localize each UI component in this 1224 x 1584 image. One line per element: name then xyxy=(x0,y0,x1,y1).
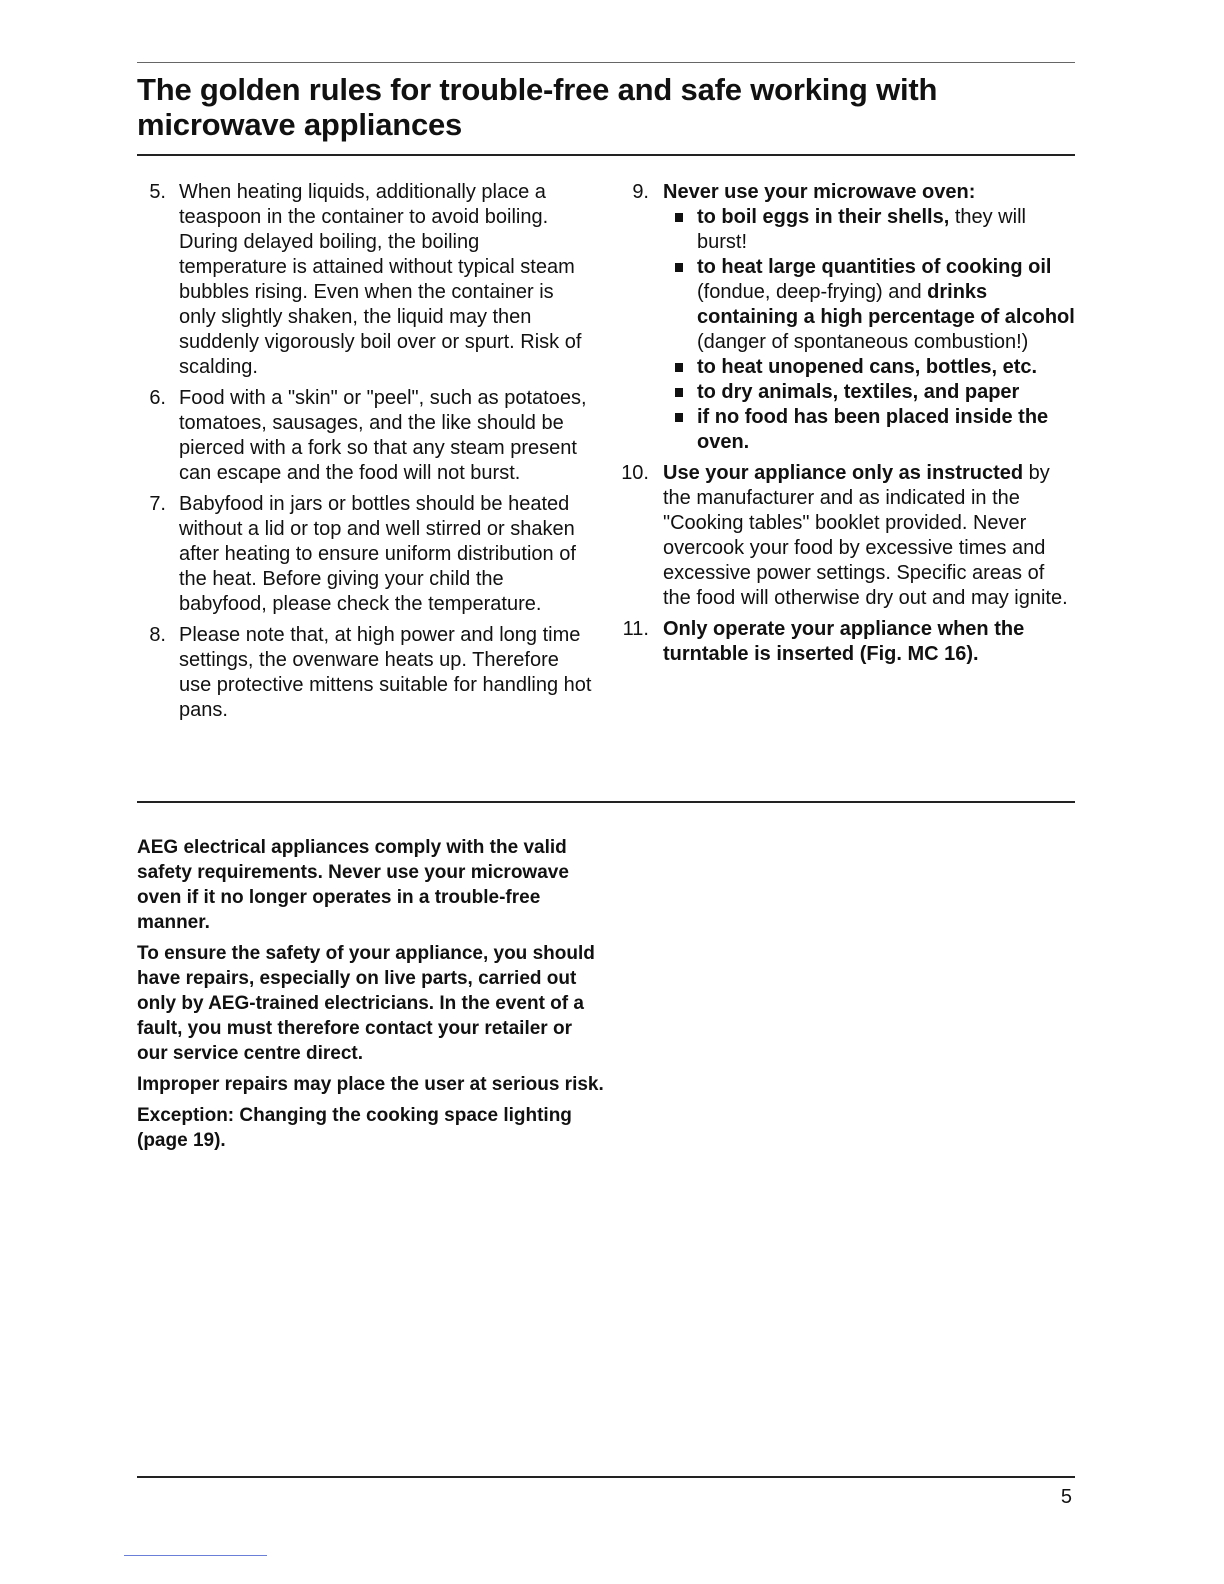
title-divider xyxy=(137,154,1075,156)
square-bullet-icon xyxy=(675,388,683,397)
list-item: if no food has been placed inside the oven. xyxy=(663,405,1075,455)
item-number: 8. xyxy=(149,624,166,646)
list-item: to boil eggs in their shells, they will burst! xyxy=(663,205,1075,255)
footer-rule xyxy=(137,1476,1075,1478)
item-number: 5. xyxy=(149,181,166,203)
item-number: 11. xyxy=(622,618,649,640)
item-text: Only operate your appliance when the turntable is inserted (Fig. MC 16). xyxy=(663,618,1025,665)
page-number: 5 xyxy=(1060,1486,1072,1508)
item-text: Please note that, at high power and long time settings, the ovenware heats up. Therefore use protective mittens suitable for handling hot pans. xyxy=(179,624,592,721)
top-rule xyxy=(137,62,1075,63)
rule-item-5 xyxy=(142,180,592,380)
square-bullet-icon xyxy=(675,263,683,272)
rule-item-6 xyxy=(142,386,592,486)
item-number: 9. xyxy=(632,181,649,203)
list-item: to heat unopened cans, bottles, etc. xyxy=(663,355,1075,380)
safety-notice xyxy=(137,835,607,1159)
rule-item-9 xyxy=(625,180,1075,455)
rule-item-11 xyxy=(622,617,1075,667)
item-text: by the manufacturer and as indicated in the "Cooking tables" booklet provided. Never overcook your food by excessive times and excessive power settings. Specific areas of the food will otherwise dry out and may ignite. xyxy=(663,462,1068,609)
right-column xyxy=(621,180,1075,673)
square-bullet-icon xyxy=(675,413,683,422)
left-column xyxy=(142,180,592,729)
item-number: 6. xyxy=(149,387,166,409)
list-item: to dry animals, textiles, and paper xyxy=(663,380,1075,405)
notice-paragraph: AEG electrical appliances comply with the valid safety requirements. Never use your microwave oven if it no longer operates in a trouble-free manner. xyxy=(137,837,569,933)
notice-paragraph: To ensure the safety of your appliance, you should have repairs, especially on live parts, carried out only by AEG-trained electricians. In the event of a fault, you must therefore contact your retailer or our service centre direct. xyxy=(137,943,595,1064)
scan-edge-line xyxy=(124,1555,267,1556)
notice-paragraph: Improper repairs may place the user at serious risk. xyxy=(137,1074,604,1095)
item-text: Food with a "skin" or "peel", such as potatoes, tomatoes, sausages, and the like should be pierced with a fork so that any steam present can escape and the food will not burst. xyxy=(179,387,587,484)
section-divider xyxy=(137,801,1075,803)
warning-list xyxy=(663,205,1075,455)
square-bullet-icon xyxy=(675,213,683,222)
rule-item-8 xyxy=(142,623,592,723)
page-title: The golden rules for trouble-free and safe working with microwave appliances xyxy=(137,72,938,142)
item-text: Babyfood in jars or bottles should be heated without a lid or top and well stirred or shaken after heating to ensure uniform distribution of the heat. Before giving your child the babyfood, please check the temperature. xyxy=(179,493,576,615)
item-number: 7. xyxy=(149,493,166,515)
item-text: When heating liquids, additionally place a teaspoon in the container to avoid boiling. During delayed boiling, the boiling temperature is attained without typical steam bubbles rising. Even when the container is only slightly shaken, the liquid may then suddenly vigorously boil over or spurt. Risk of scalding. xyxy=(179,181,582,378)
square-bullet-icon xyxy=(675,363,683,372)
item-number: 10. xyxy=(621,462,649,484)
item-heading: Never use your microwave oven: xyxy=(663,181,976,203)
item-lead: Use your appliance only as instructed xyxy=(663,462,1024,484)
rule-item-7 xyxy=(142,492,592,617)
rule-item-10 xyxy=(621,461,1075,611)
list-item: to heat large quantities of cooking oil (fondue, deep-frying) and drinks containing a high percentage of alcohol (danger of spontaneous combustion!) xyxy=(663,255,1075,355)
notice-paragraph: Exception: Changing the cooking space lighting (page 19). xyxy=(137,1105,572,1151)
